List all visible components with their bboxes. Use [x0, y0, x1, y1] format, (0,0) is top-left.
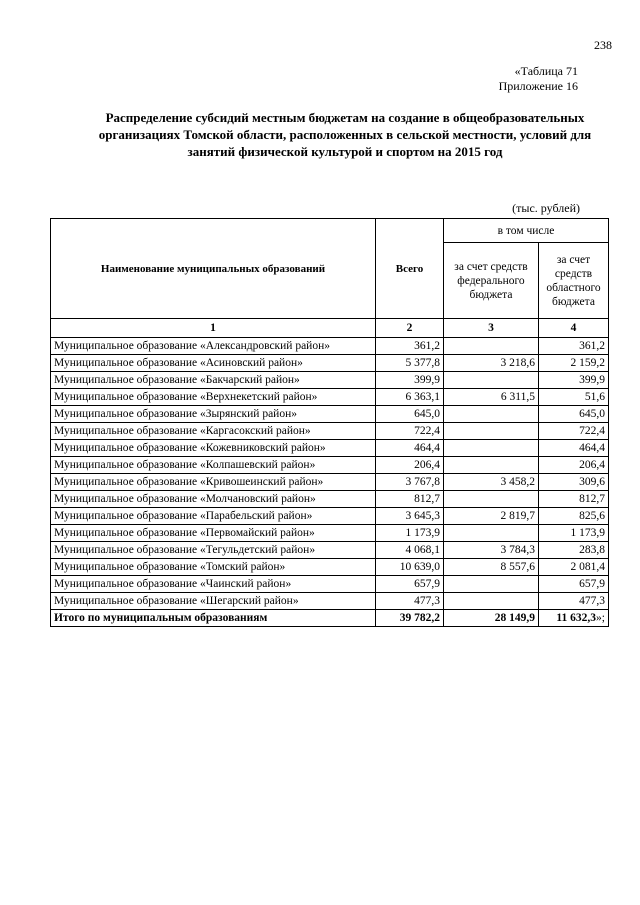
federal-value: 3 784,3 — [444, 542, 539, 559]
municipality-name: Муниципальное образование «Шегарский район» — [51, 593, 376, 610]
municipality-name: Муниципальное образование «Асиновский район» — [51, 355, 376, 372]
regional-value: 399,9 — [539, 372, 609, 389]
municipality-name: Муниципальное образование «Кривошеинский район» — [51, 474, 376, 491]
table-reference — [400, 64, 578, 94]
total-value: 657,9 — [376, 576, 444, 593]
regional-value: 464,4 — [539, 440, 609, 457]
header-regional: за счет средств областного бюджета — [539, 243, 609, 319]
federal-value — [444, 491, 539, 508]
regional-total-cell — [539, 610, 609, 627]
regional-value: 812,7 — [539, 491, 609, 508]
federal-value — [444, 406, 539, 423]
subsidy-table — [50, 218, 609, 627]
municipality-name: Муниципальное образование «Каргасокский район» — [51, 423, 376, 440]
municipality-name: Муниципальное образование «Верхнекетский район» — [51, 389, 376, 406]
table-row — [51, 389, 609, 406]
document-title: Распределение субсидий местным бюджетам на создание в общеобразовательных организациях Томской области, расположенных в сельской местности, условий для занятий физической культурой и спортом на 2015 год — [98, 110, 592, 159]
federal-value: 3 218,6 — [444, 355, 539, 372]
federal-value — [444, 338, 539, 355]
municipality-name: Муниципальное образование «Александровский район» — [51, 338, 376, 355]
regional-value: 206,4 — [539, 457, 609, 474]
regional-value: 1 173,9 — [539, 525, 609, 542]
regional-value: 51,6 — [539, 389, 609, 406]
page-number: 238 — [594, 38, 612, 52]
federal-value — [444, 593, 539, 610]
col-number: 2 — [376, 319, 444, 338]
total-value: 464,4 — [376, 440, 444, 457]
total-value: 1 173,9 — [376, 525, 444, 542]
total-value: 206,4 — [376, 457, 444, 474]
total-row — [51, 610, 609, 627]
total-value: 10 639,0 — [376, 559, 444, 576]
table-row — [51, 457, 609, 474]
federal-total: 28 149,9 — [444, 610, 539, 627]
regional-total: 11 632,3 — [556, 612, 597, 624]
table-row — [51, 508, 609, 525]
federal-value: 6 311,5 — [444, 389, 539, 406]
column-numbers-row — [51, 319, 609, 338]
total-value: 39 782,2 — [376, 610, 444, 627]
col-number: 3 — [444, 319, 539, 338]
municipality-name: Муниципальное образование «Первомайский район» — [51, 525, 376, 542]
total-value: 477,3 — [376, 593, 444, 610]
federal-value: 8 557,6 — [444, 559, 539, 576]
table-row — [51, 525, 609, 542]
table-row — [51, 593, 609, 610]
municipality-name: Муниципальное образование «Колпашевский район» — [51, 457, 376, 474]
regional-value: 477,3 — [539, 593, 609, 610]
municipality-name: Муниципальное образование «Тегульдетский район» — [51, 542, 376, 559]
table-row — [51, 559, 609, 576]
federal-value: 3 458,2 — [444, 474, 539, 491]
total-value: 5 377,8 — [376, 355, 444, 372]
col-number: 4 — [539, 319, 609, 338]
municipality-name: Муниципальное образование «Бакчарский район» — [51, 372, 376, 389]
col-number: 1 — [51, 319, 376, 338]
regional-value: 825,6 — [539, 508, 609, 525]
header-name: Наименование муниципальных образований — [51, 219, 376, 319]
regional-value: 283,8 — [539, 542, 609, 559]
municipality-name: Муниципальное образование «Томский район» — [51, 559, 376, 576]
total-value: 4 068,1 — [376, 542, 444, 559]
regional-value: 2 081,4 — [539, 559, 609, 576]
regional-value: 309,6 — [539, 474, 609, 491]
table-row — [51, 576, 609, 593]
total-value: 722,4 — [376, 423, 444, 440]
appendix-number: Приложение 16 — [498, 79, 578, 93]
total-value: 361,2 — [376, 338, 444, 355]
total-value: 645,0 — [376, 406, 444, 423]
municipality-name: Муниципальное образование «Чаинский район» — [51, 576, 376, 593]
federal-value — [444, 423, 539, 440]
federal-value — [444, 372, 539, 389]
total-value: 399,9 — [376, 372, 444, 389]
municipality-name: Муниципальное образование «Молчановский район» — [51, 491, 376, 508]
federal-value: 2 819,7 — [444, 508, 539, 525]
table-row — [51, 542, 609, 559]
federal-value — [444, 440, 539, 457]
federal-value — [444, 457, 539, 474]
header-total: Всего — [376, 219, 444, 319]
header-including: в том числе — [444, 219, 609, 243]
municipality-name: Муниципальное образование «Парабельский район» — [51, 508, 376, 525]
total-value: 812,7 — [376, 491, 444, 508]
regional-value: 361,2 — [539, 338, 609, 355]
total-value: 3 767,8 — [376, 474, 444, 491]
header-federal: за счет средств федерального бюджета — [444, 243, 539, 319]
table-row — [51, 338, 609, 355]
closing-quote: »; — [596, 612, 605, 624]
regional-value: 657,9 — [539, 576, 609, 593]
regional-value: 645,0 — [539, 406, 609, 423]
table-row — [51, 440, 609, 457]
regional-value: 2 159,2 — [539, 355, 609, 372]
table-row — [51, 406, 609, 423]
regional-value: 722,4 — [539, 423, 609, 440]
units-label: (тыс. рублей) — [512, 201, 580, 215]
federal-value — [444, 525, 539, 542]
table-row — [51, 372, 609, 389]
municipality-name: Муниципальное образование «Кожевниковский район» — [51, 440, 376, 457]
table-row — [51, 491, 609, 508]
municipality-name: Муниципальное образование «Зырянский район» — [51, 406, 376, 423]
total-value: 3 645,3 — [376, 508, 444, 525]
table-number: «Таблица 71 — [514, 64, 578, 78]
total-label: Итого по муниципальным образованиям — [51, 610, 376, 627]
table-row — [51, 355, 609, 372]
total-value: 6 363,1 — [376, 389, 444, 406]
federal-value — [444, 576, 539, 593]
table-row — [51, 474, 609, 491]
table-row — [51, 423, 609, 440]
